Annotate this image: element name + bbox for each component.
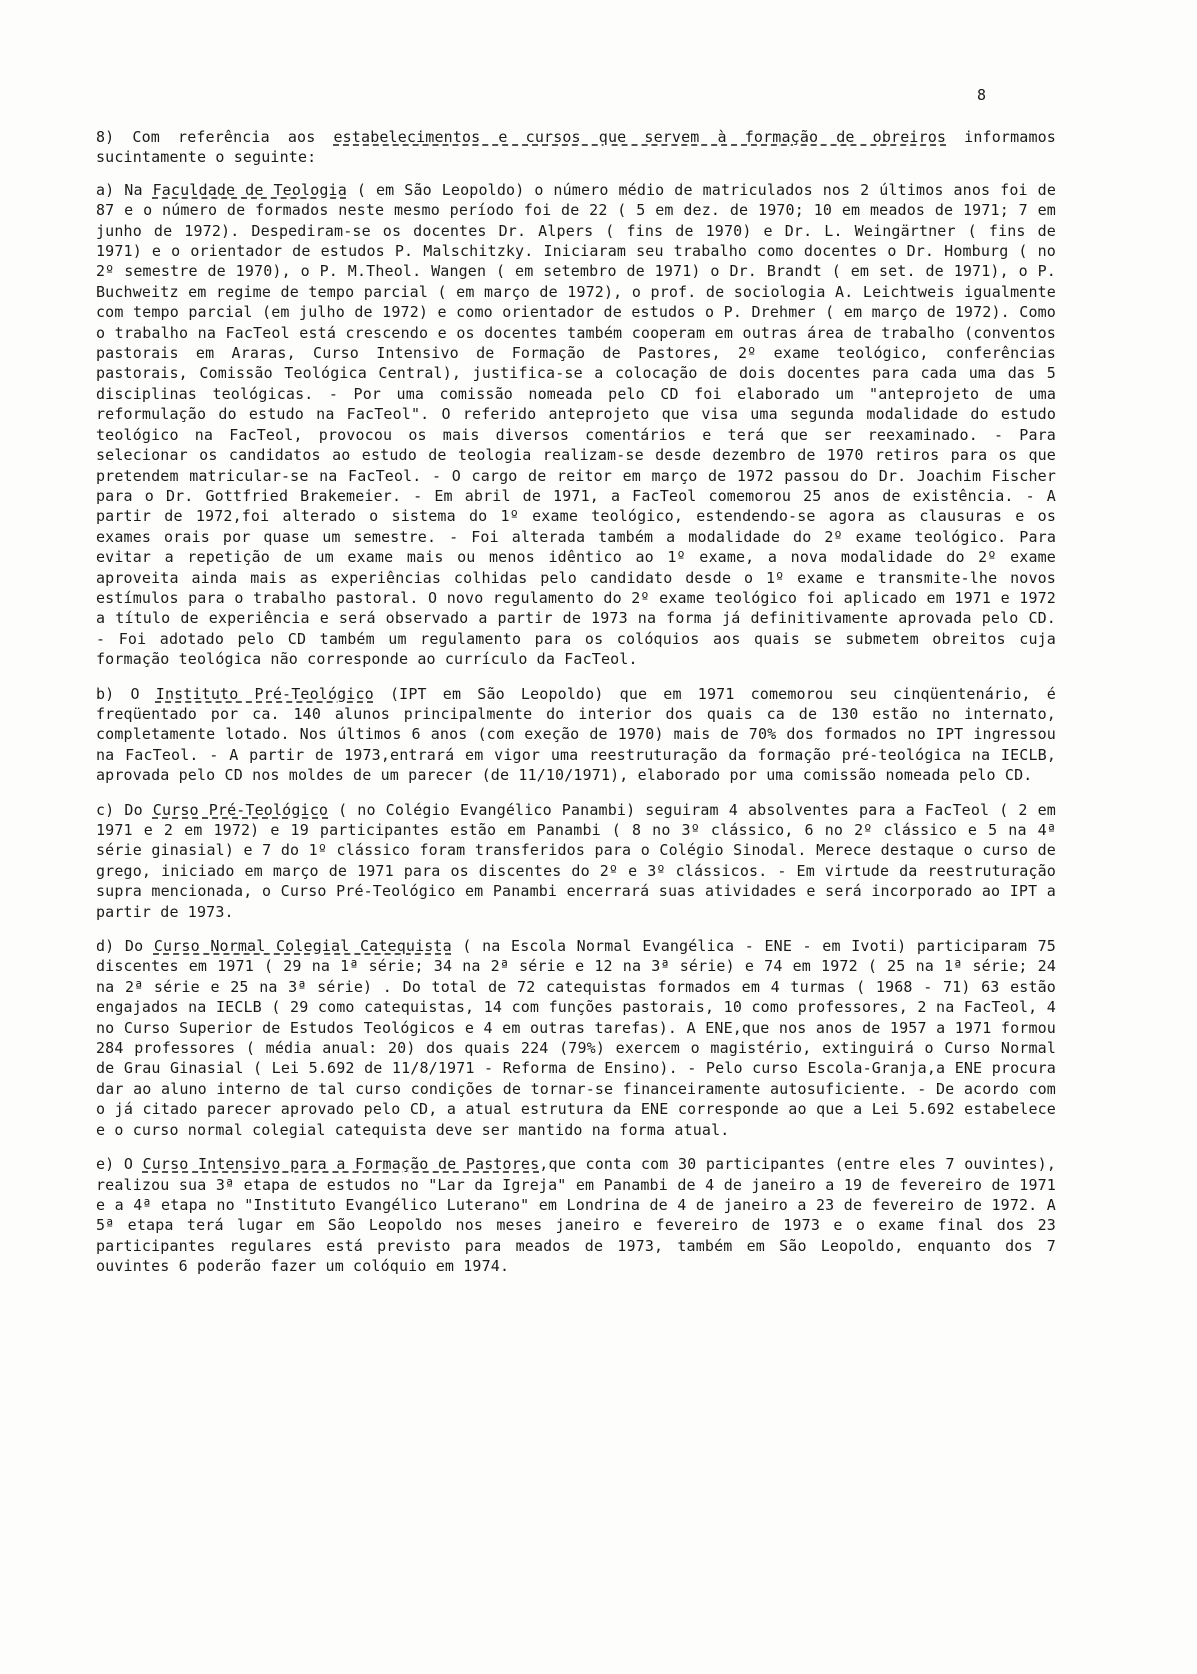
section-e-title: Curso Intensivo para a Formação de Pastores (142, 1155, 540, 1174)
section-c-lead: c) Do (96, 800, 153, 819)
section-e (96, 1154, 1056, 1276)
intro-paragraph (96, 127, 1056, 168)
section-c (96, 800, 1056, 922)
document-body (96, 127, 1056, 1291)
intro-underlined: estabelecimentos e cursos que servem à formação de obreiros (333, 128, 947, 146)
section-d-text: ( na Escola Normal Evangélica - ENE - em Ivoti) participaram 75 discentes em 1971 ( 29 na 1ª série; 34 na 2ª série e 12 na 3ª série) e 74 em 1972 ( 25 na 1ª série; 24 na 2ª série e 25 na 3ª série) . Do total de 72 catequistas formados em 4 turmas ( 1968 - 71) 63 estão engajados na IECLB ( 29 como catequistas, 14 com funções pastorais, 10 como professores, 2 na FacTeol, 4 no Curso Superior de Estudos Teológicos e 4 em outras tarefas). A ENE,que nos anos de 1957 a 1971 formou 284 professores ( média anual: 20) dos quais 224 (79%) exercem o magistério, extinguirá o Curso Normal de Grau Ginasial ( Lei 5.692 de 11/8/1971 - Reforma de Ensino). - Pelo curso Escola-Granja,a ENE procura dar ao aluno interno de tal curso condições de tornar-se financeiramente autosuficiente. - De acordo com o já citado parecer aprovado pelo CD, a atual estrutura da ENE corresponde ao que a Lei 5.692 estabelece e o curso normal colegial catequista deve ser mantido na forma atual. (96, 937, 1056, 1139)
section-c-title: Curso Pré-Teológico (152, 800, 329, 819)
section-c-text: ( no Colégio Evangélico Panambi) seguiram 4 absolventes para a FacTeol ( 2 em 1971 e 2 em 1972) e 19 participantes estão em Panambi ( 8 no 3º clássico, 6 no 2º clássico e 5 na 4ª série ginasial) e 7 do 1º clássico foram transferidos para o Colégio Sinodal. Merece destaque o curso de grego, iniciado em março de 1971 para os discentes do 2º e 3º clássicos. - Em virtude da reestruturação supra mencionada, o Curso Pré-Teológico em Panambi encerrará suas atividades e será incorporado ao IPT a partir de 1973. (96, 800, 1056, 921)
section-d-title: Curso Normal Colegial Catequista (153, 937, 452, 956)
section-a-text: ( em São Leopoldo) o número médio de matriculados nos 2 últimos anos foi de 87 e o número de formados neste mesmo período foi de 22 ( 5 em dez. de 1970; 10 em meados de 1971; 7 em junho de 1972). Despediram-se os docentes Dr. Alpers ( fins de 1970) e Dr. L. Weingärtner ( fins de 1971) e o orientador de estudos P. Malschitzky. Iniciaram seu trabalho como docentes o Dr. Homburg ( no 2º semestre de 1970), o P. M.Theol. Wangen ( em setembro de 1971) o Dr. Brandt ( em set. de 1971), o P. Buchweitz em regime de tempo parcial ( em março de 1972), o prof. de sociologia A. Leichtweis igualmente com tempo parcial (em julho de 1972) e como orientador de estudos o P. Drehmer ( em março de 1972). Como o trabalho na FacTeol está crescendo e os docentes também cooperam em outras área de trabalho (conventos pastorais em Araras, Curso Intensivo de Formação de Pastores, 2º exame teológico, conferências pastorais, Comissão Teológica Central), justifica-se a colocação de dois docentes para cada uma das 5 disciplinas teológicas. - Por uma comissão nomeada pelo CD foi elaborado um "anteprojeto de uma reformulação do estudo na FacTeol". O referido anteprojeto que visa uma segunda modalidade do estudo teológico na FacTeol, provocou os mais diversos comentários e terá que ser reexaminado. - Para selecionar os candidatos ao estudo de teologia realizam-se desde dezembro de 1970 retiros para os que pretendem matricular-se na FacTeol. - O cargo de reitor em março de 1972 passou do Dr. Joachim Fischer para o Dr. Gottfried Brakemeier. - Em abril de 1971, a FacTeol comemorou 25 anos de existência. - A partir de 1972,foi alterado o sistema do 1º exame teológico, estendendo-se agora as clausuras e os exames orais por quase um semestre. - Foi alterada também a modalidade do 2º exame teológico. Para evitar a repetição de um exame mais ou menos idêntico ao 1º exame, a nova modalidade do 2º exame aproveita ainda mais as experiências colhidas pelo candidato desde o 1º exame e transmite-lhe novos estímulos para o trabalho pastoral. O novo regulamento do 2º exame teológico foi aplicado em 1971 e 1972 a título de experiência e será observado a partir de 1973 na forma já definitivamente aprovada pelo CD. - Foi adotado pelo CD também um regulamento para os colóquios aos quais se submetem obreitos cuja formação teológica não corresponde ao currículo da FacTeol. (96, 180, 1056, 669)
intro-lead: 8) Com referência aos (96, 128, 334, 146)
intro-trail: informamos sucintamente o seguinte: (96, 128, 1056, 167)
section-b (96, 684, 1056, 786)
section-b-lead: b) O (96, 684, 156, 703)
section-a-title: Faculdade de Teologia (152, 180, 347, 199)
section-d-lead: d) Do (96, 937, 154, 956)
section-b-text: (IPT em São Leopoldo) que em 1971 comemorou seu cinqüentenário, é freqüentado por ca. 140 alunos principalmente do interior dos quais ca de 130 estão no internato, completamente lotado. Nos últimos 6 anos (com exeção de 1970) mais de 70% dos formados no IPT ingressou na FacTeol. - A partir de 1973,entrará em vigor uma reestruturação da formação pré-teológica na IECLB, aprovada pelo CD nos moldes de um parecer (de 11/10/1971), elaborado por uma comissão nomeada pelo CD. (96, 684, 1056, 785)
section-e-text: ,que conta com 30 participantes (entre eles 7 ouvintes), realizou sua 3ª etapa de estudos no "Lar da Igreja" em Panambi de 4 de janeiro a 19 de fevereiro de 1971 e a 4ª etapa no "Instituto Evangélico Luterano" em Londrina de 4 de janeiro a 23 de fevereiro de 1972. A 5ª etapa terá lugar em São Leopoldo nos meses janeiro e fevereiro de 1973 e o exame final dos 23 participantes regulares está previsto para meados de 1973, também em São Leopoldo, enquanto dos 7 ouvintes 6 poderão fazer um colóquio em 1974. (96, 1155, 1056, 1276)
section-a (96, 180, 1056, 670)
section-e-lead: e) O (96, 1155, 143, 1174)
section-a-lead: a) Na (96, 180, 153, 199)
section-b-title: Instituto Pré-Teológico (155, 684, 374, 703)
section-d (96, 936, 1056, 1140)
page-number: 8 (977, 86, 987, 104)
